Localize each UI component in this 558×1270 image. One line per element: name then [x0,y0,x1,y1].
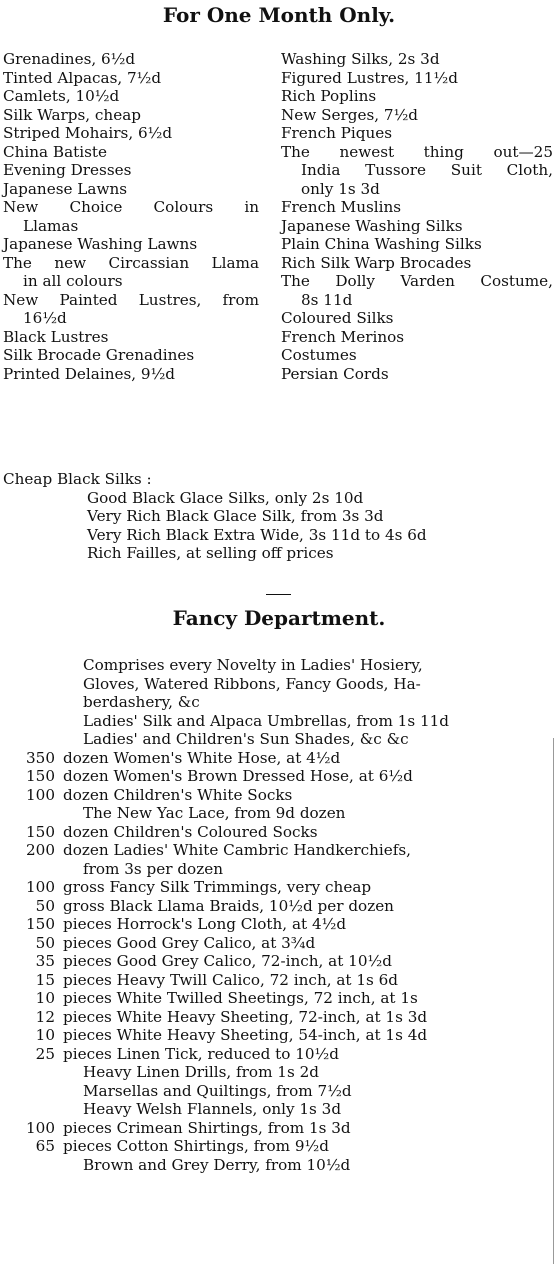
quantity: 100 [26,1118,55,1137]
quantity: 10 [35,989,55,1007]
fancy-item [3,823,553,842]
fancy-item-text: pieces Good Grey Calico, 72-inch, at 10½d [63,952,392,970]
list-item: New Choice Colours in [3,198,259,216]
fancy-item-text: pieces White Heavy Sheeting, 72-inch, at 1s 3d [63,1007,428,1026]
fancy-item [3,934,553,953]
quantity: 350 [26,748,55,767]
quantity [3,1063,63,1082]
fancy-item-text: gross Fancy Silk Trimmings, very cheap [63,878,372,896]
fancy-item-continuation [3,860,553,879]
quantity: 65 [35,1137,55,1155]
cheap-black-silk-item: Very Rich Black Extra Wide, 3s 11d to 4s 6d [87,525,427,544]
quantity [3,1156,63,1175]
list-item: Japanese Washing Lawns [3,235,198,253]
fancy-item [3,712,553,731]
list-item: Grenadines, 6½d [3,50,136,68]
list-item: Camlets, 10½d [3,87,120,105]
list-item-continuation: 16½d [23,309,67,327]
fancy-item-text: pieces Cotton Shirtings, from 9½d [63,1137,329,1155]
fancy-item-text: from 3s per dozen [83,859,223,878]
fancy-item [3,1082,553,1101]
fancy-item-continuation [3,675,553,694]
quantity: 150 [26,822,55,841]
list-item: Tinted Alpacas, 7½d [3,68,162,87]
left-column-list [3,50,259,383]
fancy-item-text: Heavy Linen Drills, from 1s 2d [83,1063,319,1081]
quantity [3,1082,63,1101]
quantity: 15 [35,970,55,989]
quantity: 100 [26,785,55,804]
list-item: Figured Lustres, 11½d [281,68,458,87]
quantity [3,656,63,675]
fancy-item [3,1063,553,1082]
fancy-item-text: Ladies' and Children's Sun Shades, &c &c [83,730,409,748]
list-item: Japanese Lawns [3,179,128,198]
fancy-item-text: Heavy Welsh Flannels, only 1s 3d [83,1100,342,1118]
list-item-continuation: in all colours [23,272,123,290]
fancy-item-text: pieces Good Grey Calico, at 3¾d [63,933,316,952]
fancy-item-text: dozen Children's Coloured Socks [63,822,318,841]
fancy-item [3,1137,553,1156]
fancy-item [3,989,553,1008]
list-item: China Batiste [3,142,107,161]
quantity: 25 [35,1044,55,1063]
cheap-black-silk-item: Rich Failles, at selling off prices [87,544,334,562]
fancy-item-continuation [3,693,553,712]
fancy-item-text: pieces Horrock's Long Cloth, at 4½d [63,915,347,933]
list-item: Rich Poplins [281,87,377,105]
list-item-continuation: only 1s 3d [301,179,380,198]
list-item: French Piques [281,124,393,142]
fancy-item [3,656,553,675]
quantity [3,860,63,879]
quantity: 200 [26,841,55,859]
fancy-item-text: dozen Ladies' White Cambric Handkerchiefs, [63,841,412,859]
fancy-item [3,1045,553,1064]
list-item: Costumes [281,346,357,364]
fancy-department-list [3,656,553,1174]
fancy-item-text: Comprises every Novelty in Ladies' Hosiery, [83,656,423,674]
fancy-item-text: pieces White Heavy Sheeting, 54-inch, at 1s 4d [63,1026,428,1044]
list-item: New Serges, 7½d [281,105,419,124]
list-item: Striped Mohairs, 6½d [3,124,173,142]
quantity: 12 [35,1007,55,1026]
quantity [3,675,63,694]
list-item: The newest thing out—25 [281,142,553,161]
fancy-item-text: Ladies' Silk and Alpaca Umbrellas, from 1s 11d [83,711,450,730]
fancy-item [3,767,553,786]
fancy-item-text: dozen Children's White Socks [63,785,293,804]
quantity: 50 [35,896,55,915]
fancy-item-text: The New Yac Lace, from 9d dozen [83,804,346,822]
list-item: Plain China Washing Silks [281,235,482,253]
quantity: 50 [35,933,55,952]
cheap-black-silks-section [3,470,523,563]
fancy-item [3,952,553,971]
cheap-black-silks-list [3,489,523,563]
section-divider [266,594,291,595]
list-item: Rich Silk Warp Brocades [281,253,472,272]
fancy-item-text: gross Black Llama Braids, 10½d per dozen [63,896,394,915]
cheap-black-silk-item: Good Black Glace Silks, only 2s 10d [87,488,364,507]
list-item: New Painted Lustres, from [3,290,259,309]
quantity [3,730,63,749]
quantity: 150 [26,767,55,785]
list-item: Silk Brocade Grenadines [3,346,195,364]
list-item: Persian Cords [281,364,389,383]
fancy-item [3,897,553,916]
fancy-item [3,804,553,823]
fancy-item-text: berdashery, &c [83,693,200,711]
list-item: French Muslins [281,198,402,216]
list-item-continuation: 8s 11d [301,290,353,309]
fancy-item-text: Gloves, Watered Ribbons, Fancy Goods, Ha- [83,674,421,693]
quantity: 100 [26,878,55,896]
list-item-continuation: Llamas [23,216,79,235]
list-item: The new Circassian Llama [3,253,259,272]
quantity: 35 [35,952,55,970]
fancy-item-text: pieces White Twilled Sheetings, 72 inch, at 1s [63,989,418,1007]
fancy-item [3,786,553,805]
main-heading: For One Month Only. [162,3,396,27]
list-item: Printed Delaines, 9½d [3,364,176,383]
fancy-item [3,730,553,749]
fancy-item [3,1008,553,1027]
cheap-black-silk-item: Very Rich Black Glace Silk, from 3s 3d [87,507,384,525]
quantity [3,1100,63,1119]
fancy-item-text: dozen Women's Brown Dressed Hose, at 6½d [63,767,413,785]
fancy-department-heading: Fancy Department. [172,606,386,630]
fancy-item [3,749,553,768]
quantity: 150 [26,915,55,933]
list-item: The Dolly Varden Costume, [281,272,553,290]
fancy-item-text: pieces Heavy Twill Calico, 72 inch, at 1s 6d [63,970,399,989]
quantity [3,712,63,731]
fancy-item [3,1026,553,1045]
quantity: 10 [35,1026,55,1044]
fancy-item [3,915,553,934]
quantity [3,804,63,823]
fancy-item [3,841,553,860]
fancy-item-text: Marsellas and Quiltings, from 7½d [83,1081,352,1100]
fancy-item [3,878,553,897]
fancy-item [3,1156,553,1175]
fancy-item-text: Brown and Grey Derry, from 10½d [83,1155,351,1174]
list-item: Evening Dresses [3,161,132,179]
fancy-item [3,971,553,990]
list-item-continuation: India Tussore Suit Cloth, [301,161,553,179]
fancy-item-text: dozen Women's White Hose, at 4½d [63,748,341,767]
cheap-black-silks-title: Cheap Black Silks : [3,470,152,488]
fancy-item-text: pieces Crimean Shirtings, from 1s 3d [63,1118,351,1137]
list-item: Coloured Silks [281,309,394,327]
list-item: Black Lustres [3,327,109,346]
fancy-item [3,1100,553,1119]
list-item: Silk Warps, cheap [3,105,141,124]
column-rule [553,738,554,1264]
list-item: Japanese Washing Silks [281,216,463,235]
fancy-item-text: pieces Linen Tick, reduced to 10½d [63,1044,339,1063]
right-column-list [281,50,553,383]
fancy-item [3,1119,553,1138]
list-item: Washing Silks, 2s 3d [281,50,440,68]
list-item: French Merinos [281,327,405,346]
quantity [3,693,63,712]
